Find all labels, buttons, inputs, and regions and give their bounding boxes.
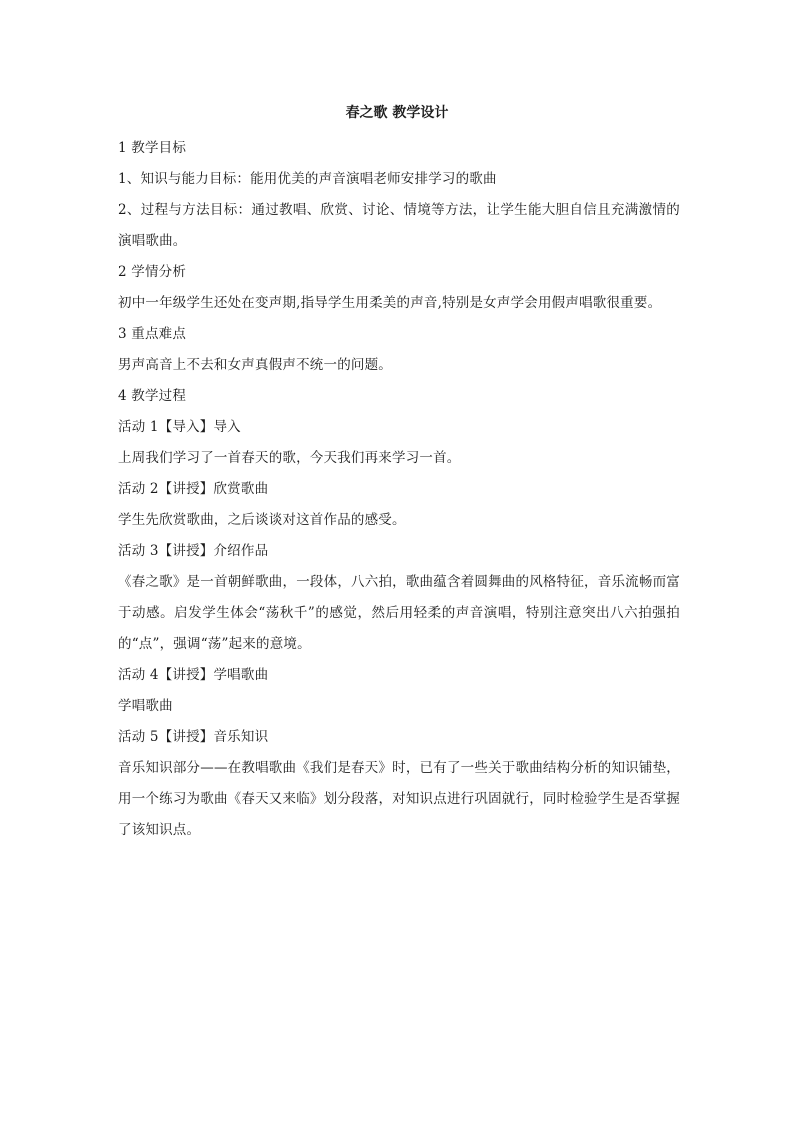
activity-4-text: 学唱歌曲 [118, 698, 173, 714]
activity-3-text: 《春之歌》是一首朝鲜歌曲，一段体，八六拍，歌曲蕴含着圆舞曲的风格特征，音乐流畅而富于动感。启发学生体会“荡秋千”的感觉，然后用轻柔的声音演唱，特别注意突出八六拍强拍的“点”，强调“荡”起来的意境。 [118, 574, 680, 652]
section-heading-objectives: 1 教学目标 [118, 140, 187, 156]
activity-5-heading: 活动 5【讲授】音乐知识 [118, 729, 269, 745]
activity-2-text: 学生先欣赏歌曲，之后谈谈对这首作品的感受。 [118, 512, 406, 528]
activity-1-text: 上周我们学习了一首春天的歌，今天我们再来学习一首。 [118, 450, 461, 466]
objective-process: 2、过程与方法目标：通过教唱、欣赏、讨论、情境等方法，让学生能大胆自信且充满激情的演唱歌曲。 [118, 202, 680, 249]
activity-2-heading: 活动 2【讲授】欣赏歌曲 [118, 481, 269, 497]
section-heading-key-points: 3 重点难点 [118, 326, 187, 342]
document-body [118, 133, 680, 846]
key-points-text: 男声高音上不去和女声真假声不统一的问题。 [118, 357, 392, 373]
document-title: 春之歌 教学设计 [345, 105, 449, 121]
activity-1-heading: 活动 1【导入】导入 [118, 419, 241, 435]
section-heading-student-analysis: 2 学情分析 [118, 264, 187, 280]
activity-3-heading: 活动 3【讲授】介绍作品 [118, 543, 269, 559]
activity-5-text: 音乐知识部分——在教唱歌曲《我们是春天》时，已有了一些关于歌曲结构分析的知识铺垫，用一个练习为歌曲《春天又来临》划分段落，对知识点进行巩固就行，同时检验学生是否掌握了该知识点。 [118, 760, 680, 838]
section-heading-teaching-process: 4 教学过程 [118, 388, 187, 404]
student-analysis-text: 初中一年级学生还处在变声期,指导学生用柔美的声音,特别是女声学会用假声唱歌很重要。 [118, 295, 662, 311]
activity-4-heading: 活动 4【讲授】学唱歌曲 [118, 667, 269, 683]
objective-knowledge: 1、知识与能力目标：能用优美的声音演唱老师安排学习的歌曲 [118, 171, 497, 187]
